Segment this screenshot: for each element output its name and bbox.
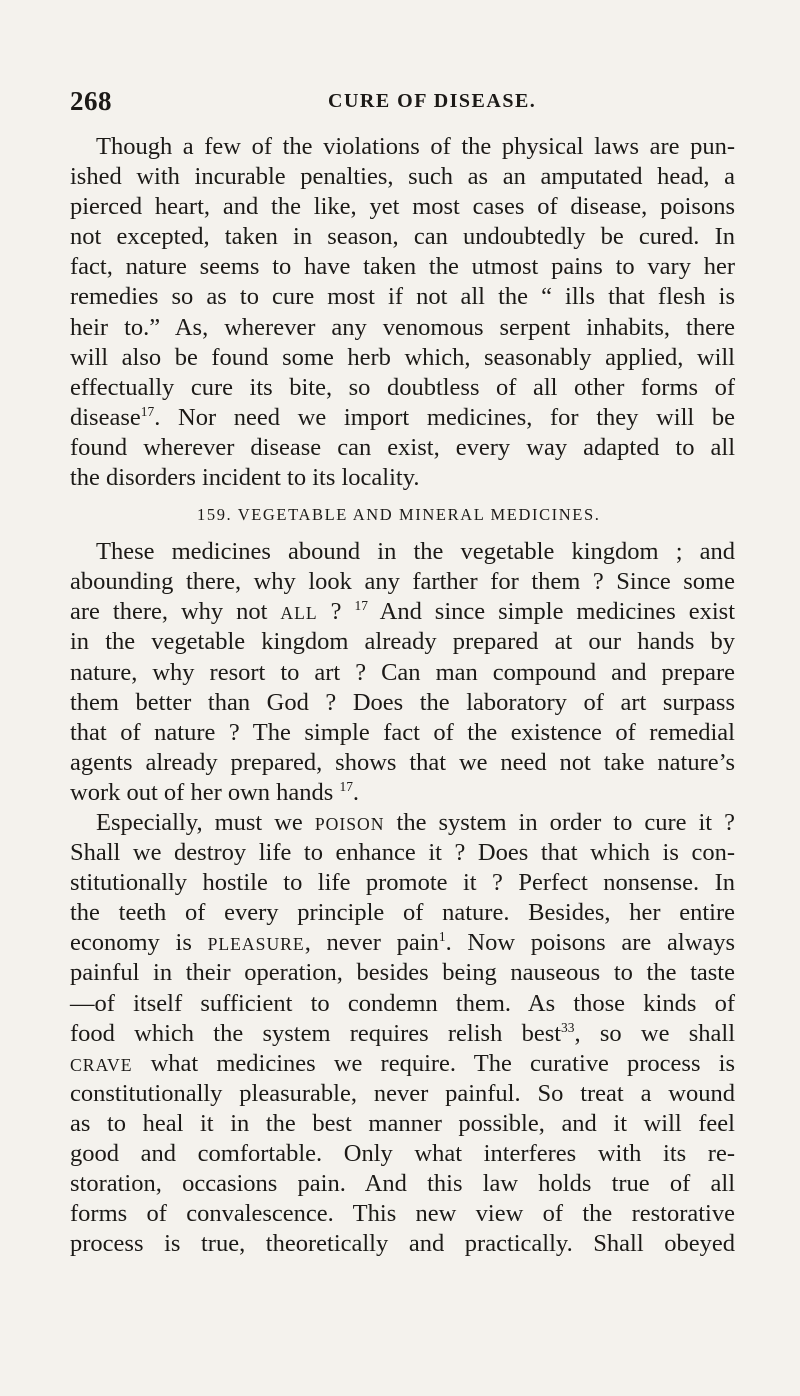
text-line (70, 1049, 735, 1079)
text-line: the teeth of every principle of nature. Besides, her entire (70, 899, 735, 927)
text-line: agents already prepared, shows that we need not take nature’s (70, 748, 735, 776)
text-line: remedies so as to cure most if not all the “ ills that flesh is (70, 283, 735, 311)
text-line (70, 928, 735, 958)
text-line: the disorders incident to its locality. (70, 464, 420, 492)
text-fragment: disease (70, 403, 141, 431)
text-line: effectually cure its bite, so doubtless of all other forms of (70, 373, 735, 401)
footnote-ref: 17 (339, 778, 353, 794)
text-line: heir to.” As, wherever any venomous serpent inhabits, there (70, 313, 735, 341)
text-line: forms of convalescence. This new view of the restorative (70, 1200, 735, 1228)
text-line: fact, nature seems to have taken the utmost pains to vary her (70, 253, 735, 281)
text-fragment: , so we shall (574, 1019, 735, 1047)
text-line: nature, why resort to art ? Can man compound and prepare (70, 658, 735, 686)
text-line: not excepted, taken in season, can undoubtedly be cured. In (70, 223, 735, 251)
text-fragment: ? (317, 598, 355, 626)
footnote-ref: 1 (438, 929, 446, 945)
text-fragment: economy is (70, 929, 208, 957)
text-fragment: work out of her own hands (70, 778, 340, 806)
text-line: painful in their operation, besides being nauseous to the taste (70, 959, 735, 987)
text-line: stitutionally hostile to life promote it ? Perfect nonsense. In (70, 869, 735, 897)
text-fragment: , never pain (304, 929, 439, 957)
text-line: ished with incurable penalties, such as an amputated head, a (70, 163, 735, 191)
page-header (70, 86, 735, 122)
paragraph-1 (70, 132, 735, 493)
text-fragment: what medicines we require. The curative process is (132, 1049, 735, 1077)
text-line (70, 403, 735, 433)
small-caps-word: ALL (280, 603, 318, 624)
text-line: abounding there, why look any farther for them ? Since some (70, 568, 735, 596)
small-caps-word: POISON (314, 813, 385, 834)
text-line: process is true, theoretically and practically. Shall obeyed (70, 1230, 735, 1258)
text-line: storation, occasions pain. And this law holds true of all (70, 1170, 735, 1198)
text-fragment: the system in order to cure it ? (384, 808, 735, 836)
text-fragment: And since simple medicines exist (368, 598, 736, 626)
text-line: Though a few of the violations of the physical laws are pun- (96, 133, 735, 160)
text-fragment: food which the system requires relish best (70, 1019, 562, 1047)
text-line (70, 1019, 735, 1049)
section-number: 159. (197, 505, 233, 525)
text-line: found wherever disease can exist, every way adapted to all (70, 433, 735, 461)
body-text (70, 132, 735, 1259)
text-line (70, 808, 735, 838)
footnote-ref: 33 (561, 1019, 575, 1035)
paragraph-3 (70, 808, 735, 1259)
section-title: VEGETABLE AND MINERAL MEDICINES. (237, 505, 601, 525)
text-fragment: . Nor need we import medicines, for they will be (154, 403, 735, 431)
paragraph-2 (70, 537, 735, 808)
page-number: 268 (70, 86, 112, 116)
text-line: as to heal it in the best manner possible, and it will feel (70, 1109, 735, 1137)
text-fragment: Especially, must we (96, 808, 315, 836)
text-line: Shall we destroy life to enhance it ? Does that which is con- (70, 839, 735, 867)
text-line: will also be found some herb which, seasonably applied, will (70, 343, 735, 371)
text-line: good and comfortable. Only what interferes with its re- (70, 1140, 735, 1167)
running-head: CURE OF DISEASE. (328, 90, 537, 112)
text-line: them better than God ? Does the laboratory of art surpass (70, 688, 735, 716)
text-line: pierced heart, and the like, yet most cases of disease, poisons (70, 193, 735, 221)
section-heading (70, 493, 735, 537)
small-caps-word: CRAVE (70, 1054, 133, 1075)
text-line (70, 597, 735, 627)
text-fragment: . Now poisons are always (445, 929, 735, 957)
text-line: in the vegetable kingdom already prepared at our hands by (70, 628, 735, 656)
text-line: that of nature ? The simple fact of the existence of remedial (70, 718, 735, 746)
text-line: These medicines abound in the vegetable kingdom ; and (96, 538, 735, 566)
text-line (70, 778, 735, 808)
text-line: constitutionally pleasurable, never painful. So treat a wound (70, 1079, 735, 1107)
text-fragment: . (352, 778, 360, 806)
footnote-ref: 17 (354, 598, 368, 614)
text-fragment: are there, why not (70, 598, 281, 626)
footnote-ref: 17 (140, 403, 155, 419)
text-line: —of itself sufficient to condemn them. As those kinds of (70, 989, 735, 1017)
small-caps-word: PLEASURE (207, 934, 305, 955)
